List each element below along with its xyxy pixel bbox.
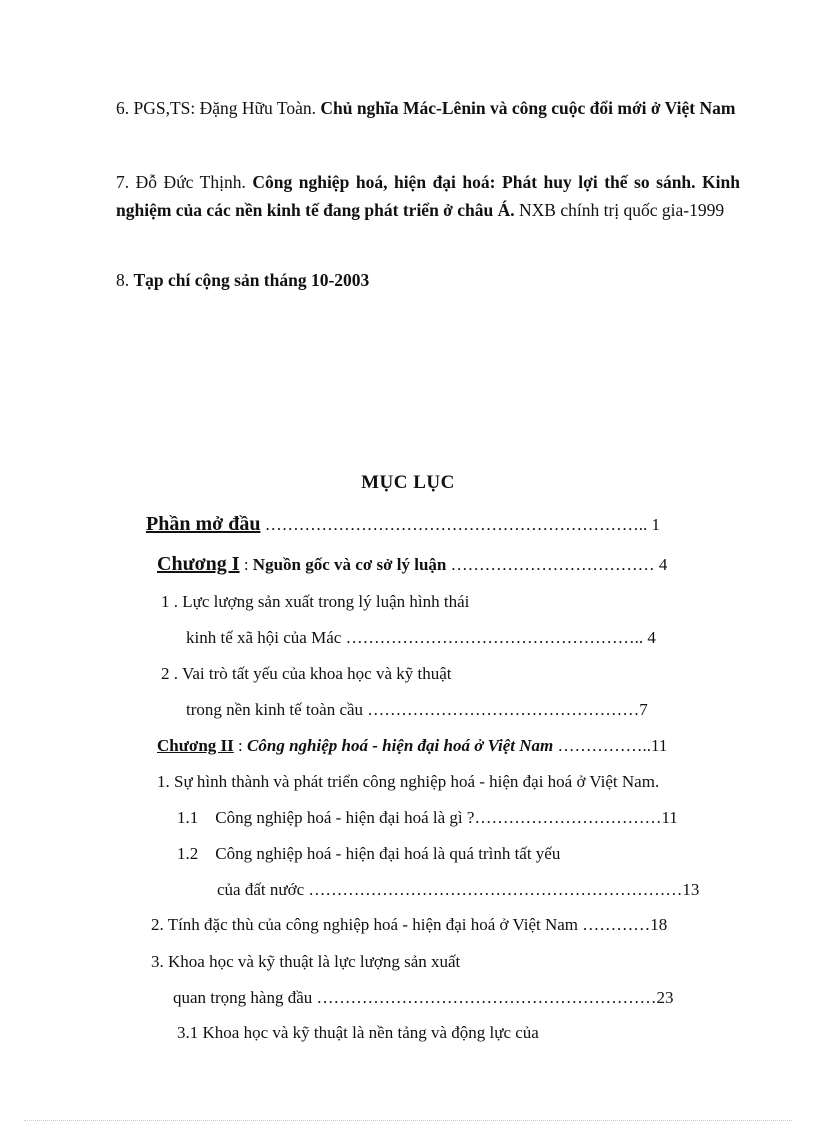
toc-page-number: 4 <box>647 628 656 647</box>
toc-title: MỤC LỤC <box>361 472 455 493</box>
toc-section-number: 1.2 <box>177 844 199 863</box>
reference-7 <box>116 168 740 224</box>
toc-leader-dots: …………………………………………….. <box>345 628 644 647</box>
toc-entry-section-1[interactable]: 1. Sự hình thành và phát triển công nghiệp hoá - hiện đại hoá ở Việt Nam. <box>157 772 660 791</box>
toc-page-number: 13 <box>682 880 700 899</box>
toc-entry-2-line-2[interactable] <box>186 698 648 722</box>
toc-entry-text: kinh tế xã hội của Mác <box>186 628 346 647</box>
toc-entry-text: của đất nước <box>217 880 309 899</box>
toc-leader-dots: …………………………… <box>474 808 662 827</box>
toc-entry-section-3-1[interactable]: 3.1 Khoa học và kỹ thuật là nền tảng và động lực của <box>177 1023 539 1042</box>
reference-author: 6. PGS,TS: Đặng Hữu Toàn. <box>116 98 321 118</box>
toc-leader-dots: ………………………………………………………… <box>308 880 683 899</box>
toc-section-number: 1.1 <box>177 808 199 827</box>
toc-entry-section-1-2[interactable] <box>177 842 560 866</box>
toc-page-number: 18 <box>650 915 668 934</box>
toc-entry-section-1-2-line-2[interactable] <box>217 878 699 902</box>
toc-page-number: 1 <box>651 515 660 534</box>
toc-entry-section-3-line-2[interactable] <box>173 986 674 1010</box>
toc-page-number: 11 <box>651 736 668 755</box>
toc-entry-text: Công nghiệp hoá - hiện đại hoá là quá trình tất yếu <box>215 844 561 863</box>
toc-leader-dots: …………………………………………………… <box>316 988 657 1007</box>
toc-leader-dots: ………… <box>582 915 651 934</box>
toc-entry-section-2[interactable] <box>151 913 667 937</box>
toc-entry-text: 2. Tính đặc thù của công nghiệp hoá - hiện đại hoá ở Việt Nam <box>151 915 583 934</box>
reference-title: Tạp chí cộng sản tháng 10-2003 <box>133 270 370 290</box>
toc-entry-section-1-1[interactable] <box>177 806 678 830</box>
toc-chapter-title: Nguồn gốc và cơ sở lý luận <box>252 555 447 574</box>
toc-chapter-label: Chương I <box>157 553 240 575</box>
toc-leader-dots: ……………………………… <box>446 555 655 574</box>
toc-leader-dots: …………….. <box>553 736 651 755</box>
toc-entry-text: Công nghiệp hoá - hiện đại hoá là gì ? <box>215 808 475 827</box>
reference-title: Chủ nghĩa Mác-Lênin và công cuộc đổi mới ở Việt Nam <box>320 98 736 118</box>
toc-entry-chapter-1[interactable] <box>157 552 667 577</box>
toc-leader-dots: ………………………………………… <box>367 700 640 719</box>
reference-publisher: NXB chính trị quốc gia-1999 <box>514 200 725 220</box>
reference-title: Công nghiệp hoá, hiện đại hoá: Phát huy lợi thế so sánh. Kinh nghiệm của các nền kinh tế đang phát triển ở châu Á. <box>116 172 740 220</box>
toc-entry-label: Phần mở đầu <box>146 513 261 535</box>
toc-entry-section-3-line-1[interactable]: 3. Khoa học và kỹ thuật là lực lượng sản xuất <box>151 952 461 971</box>
toc-separator: : <box>233 736 248 755</box>
toc-page-number: 23 <box>656 988 674 1007</box>
toc-entry-2-line-1[interactable]: 2 . Vai trò tất yếu của khoa học và kỹ thuật <box>161 664 452 683</box>
reference-8 <box>116 266 740 294</box>
toc-entry-text: trong nền kinh tế toàn cầu <box>186 700 368 719</box>
toc-entry-1-line-2[interactable] <box>186 626 656 650</box>
page-bottom-rule <box>24 1120 792 1121</box>
reference-number: 8. <box>116 270 134 290</box>
toc-entry-1-line-1[interactable]: 1 . Lực lượng sản xuất trong lý luận hình thái <box>161 592 470 611</box>
toc-page-number: 11 <box>661 808 678 827</box>
toc-entry-intro[interactable] <box>146 512 660 537</box>
reference-6 <box>116 94 740 122</box>
toc-separator: : <box>239 555 253 574</box>
toc-page-number: 7 <box>639 700 648 719</box>
toc-entry-chapter-2[interactable] <box>157 734 667 758</box>
reference-author: 7. Đỗ Đức Thịnh. <box>116 172 253 192</box>
toc-page-number: 4 <box>658 555 668 574</box>
toc-entry-text: quan trọng hàng đầu <box>173 988 317 1007</box>
toc-leader-dots: ………………………………………………………….. <box>264 515 648 534</box>
toc-chapter-label: Chương II <box>157 736 234 755</box>
toc-chapter-title: Công nghiệp hoá - hiện đại hoá ở Việt Nam <box>247 736 554 755</box>
